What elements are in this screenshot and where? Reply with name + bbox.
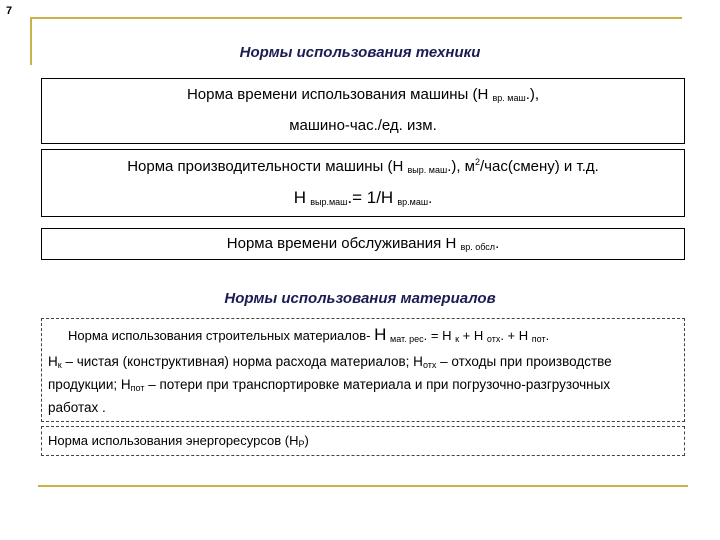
materials-heading: Нормы использования материалов: [224, 290, 496, 307]
top-divider: [30, 17, 682, 19]
materials-formula-h: Н: [374, 325, 387, 344]
energy-norm-line: [48, 433, 309, 449]
service-time-norm-box: [41, 228, 685, 260]
explanation-t1: – чистая (конструктивная) норма расхода материалов; Н: [61, 354, 423, 369]
materials-norm-box: [41, 318, 685, 422]
explanation-sub2: отх: [422, 360, 437, 370]
formula-h1: Н: [293, 188, 307, 207]
materials-formula-sub-h: мат. рес: [390, 334, 424, 344]
machine-time-norm-end: .),: [525, 86, 540, 103]
bottom-divider: [38, 485, 688, 487]
energy-norm-sub: Р: [298, 439, 305, 449]
explanation-h1: Н: [48, 354, 58, 369]
materials-formula-sub-otx: отх: [486, 334, 501, 344]
materials-formula-sub-k: к: [455, 334, 460, 344]
machine-time-norm-box: [41, 78, 685, 144]
explanation-sub1: к: [57, 360, 62, 370]
explanation-t3: – потери при транспортировке материала и при погрузочно-разгрузочных работах .: [48, 377, 611, 415]
materials-formula-line: [68, 325, 549, 345]
materials-formula-plus2: . + Н: [500, 328, 529, 343]
energy-norm-box: [41, 426, 685, 456]
materials-formula-label: Норма использования строительных материалов-: [68, 328, 371, 343]
formula-end: .: [428, 190, 433, 207]
machine-time-norm-line: [42, 86, 684, 103]
service-time-text: Норма времени обслуживания Н: [226, 235, 457, 252]
machine-time-unit: машино-час./ед. изм.: [289, 117, 437, 134]
materials-explanation: [48, 352, 658, 417]
productivity-formula: [42, 188, 684, 208]
service-time-line: [42, 235, 684, 252]
machine-productivity-sub: выр. маш: [407, 165, 448, 175]
service-time-sub: вр. обсл: [460, 242, 496, 252]
service-time-end: .: [495, 235, 500, 252]
materials-formula-end: .: [545, 328, 550, 343]
machines-heading: Нормы использования техники: [239, 44, 481, 61]
machine-productivity-norm-box: [41, 149, 685, 217]
machine-time-norm-sub: вр. маш: [492, 93, 526, 103]
materials-formula-plus1: + Н: [459, 328, 484, 343]
machine-productivity-mid: .), м: [447, 158, 475, 175]
explanation-t2: – отходы при производстве продукции; Н: [48, 354, 612, 392]
formula-sub2: вр.маш: [397, 197, 429, 207]
machine-time-norm-text: Норма времени использования машины (Н: [186, 86, 489, 103]
machine-productivity-end: /час(смену) и т.д.: [480, 158, 599, 175]
materials-formula-eq: . = Н: [423, 328, 452, 343]
slide-number: 7: [6, 5, 13, 17]
machine-productivity-line: [42, 157, 684, 175]
formula-eq: .= 1/Н: [347, 188, 394, 207]
materials-formula-sub-pot: пот: [531, 334, 546, 344]
explanation-sub3: пот: [130, 383, 145, 393]
machine-productivity-text: Норма производительности машины (Н: [127, 158, 404, 175]
energy-norm-text: Норма использования энергоресурсов (Н: [48, 433, 299, 448]
machine-productivity-sup: 2: [475, 157, 481, 167]
energy-norm-end: ): [304, 433, 309, 448]
formula-sub1: выр.маш: [310, 197, 348, 207]
